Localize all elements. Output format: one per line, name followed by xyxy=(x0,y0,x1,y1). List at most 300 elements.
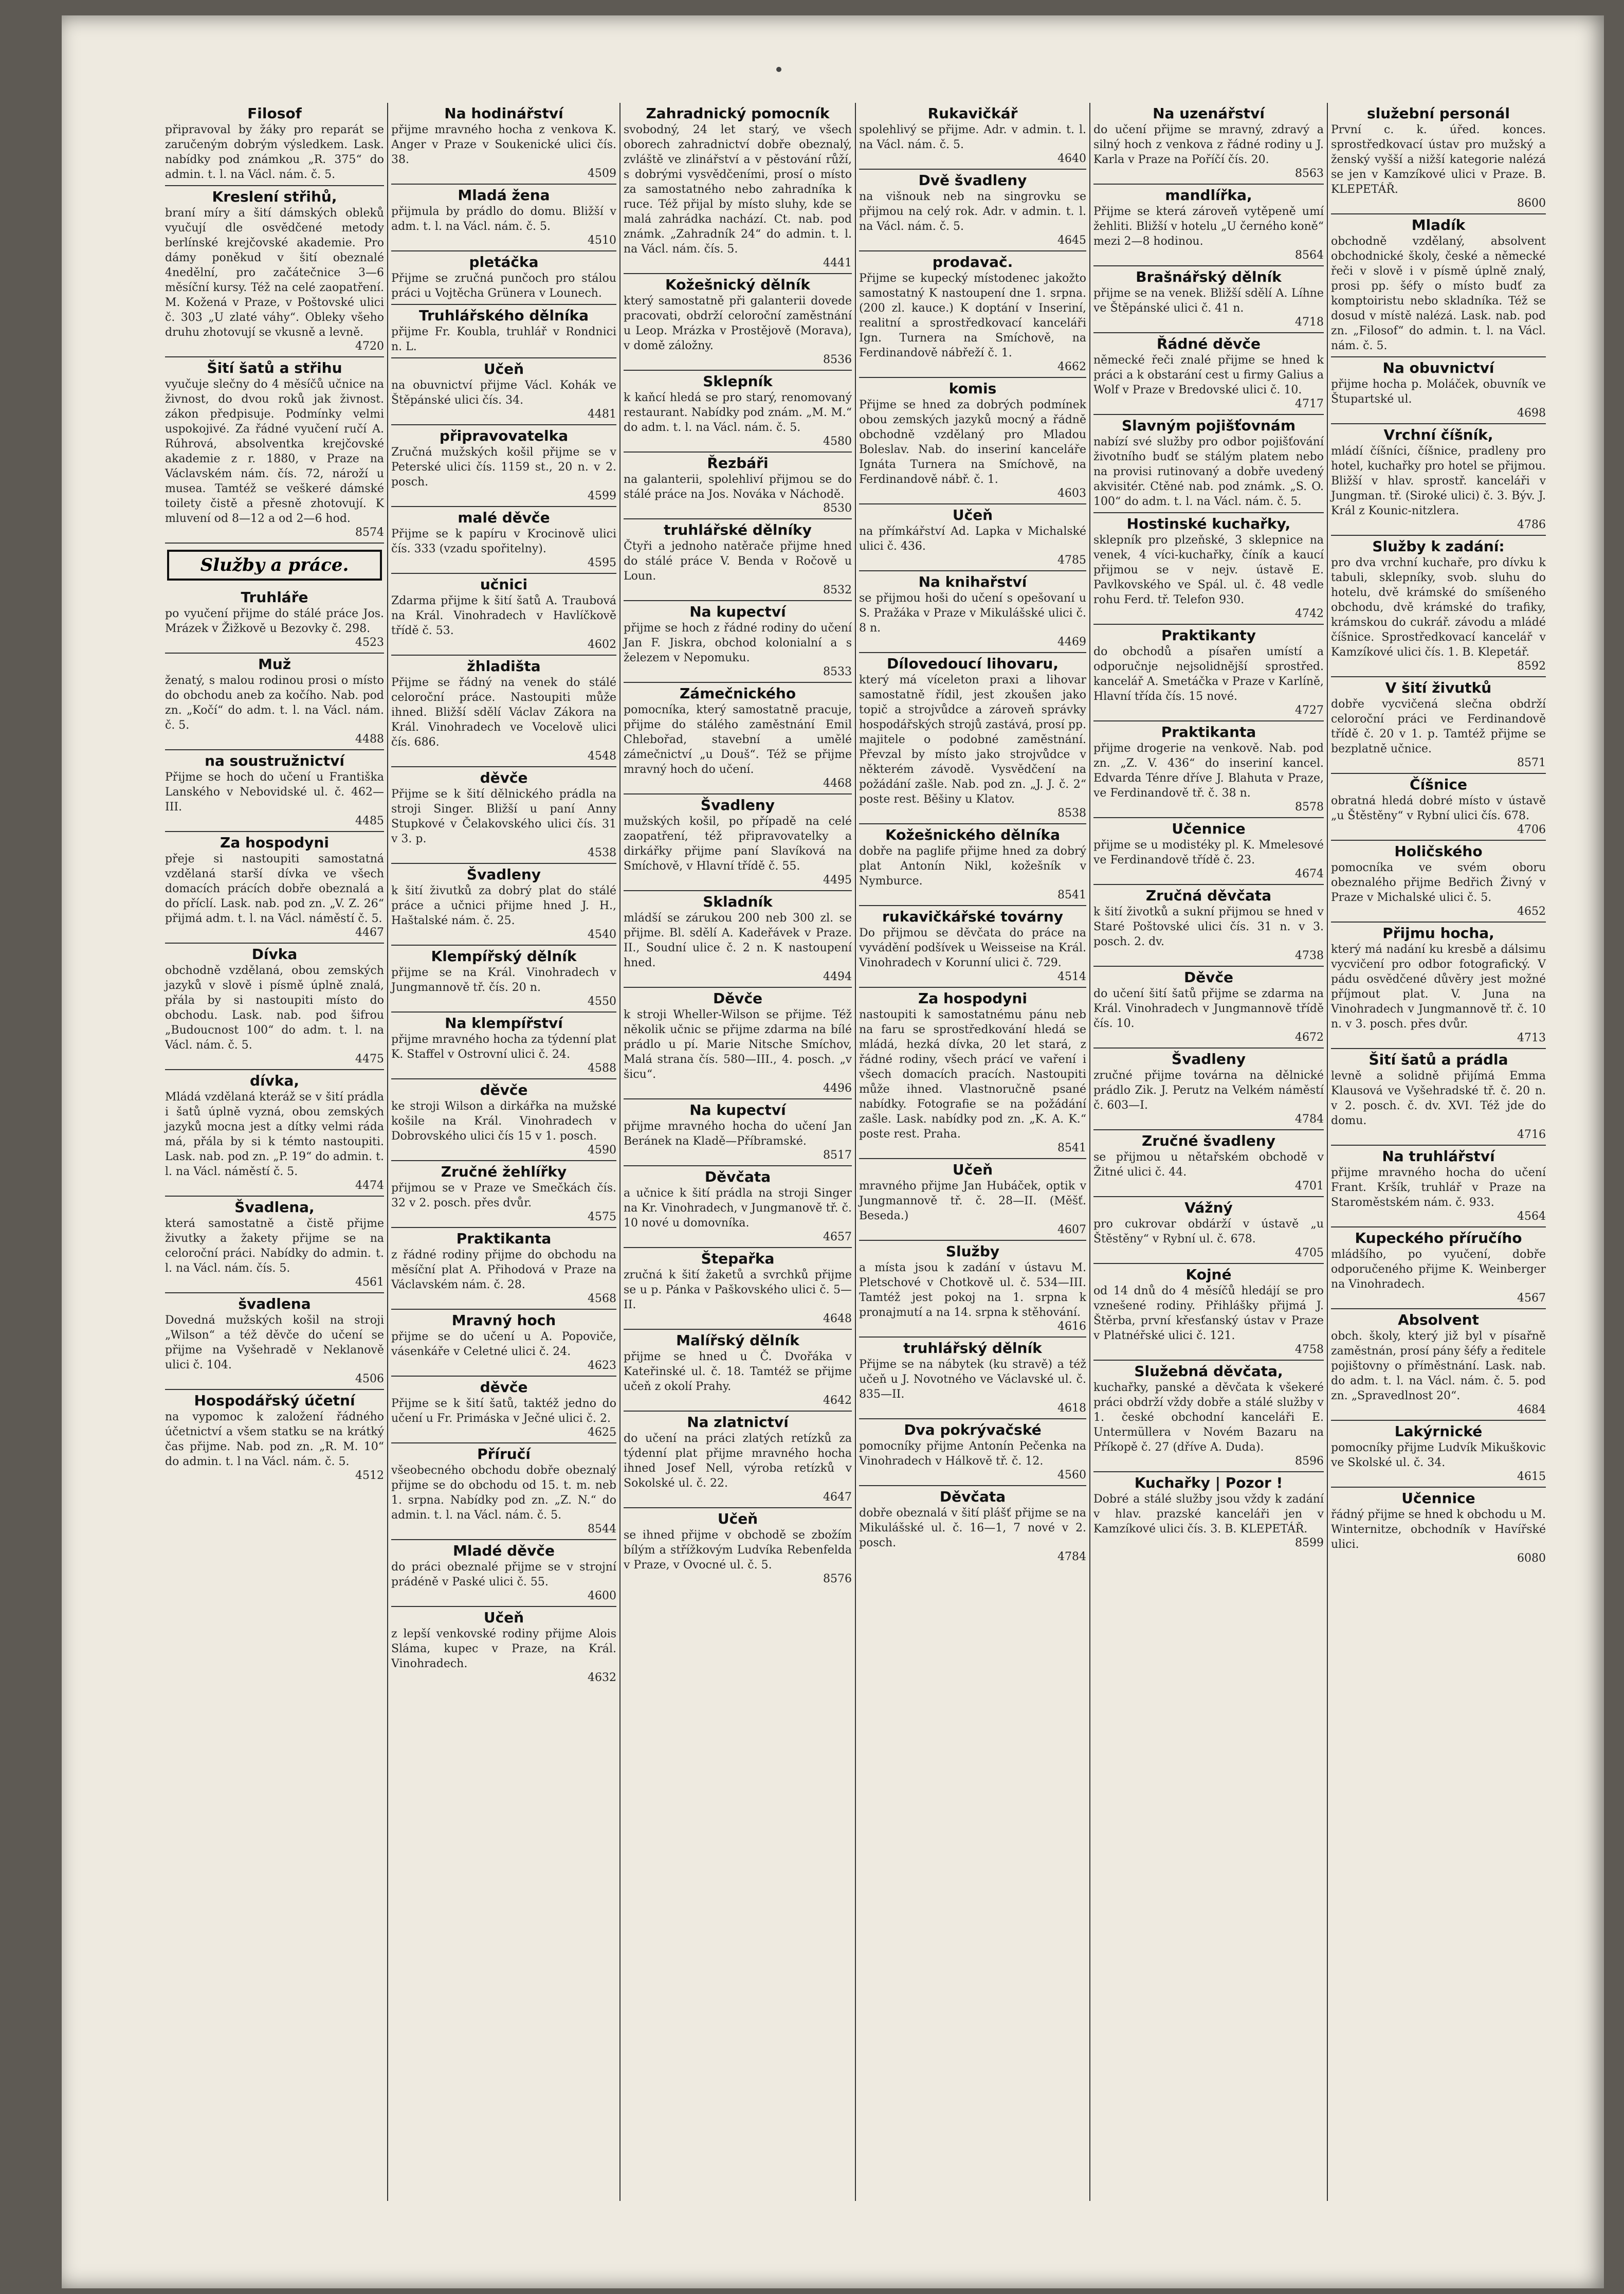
ad-text: Přijme se k šití šatů, taktéž jedno do učení u Fr. Primáska v Ječné ulici č. 2. xyxy=(391,1397,616,1425)
classified-ad xyxy=(165,587,384,654)
ad-number: 4564 xyxy=(1517,1210,1546,1223)
ad-text: obchodně vzdělaná, obou zemských jazyků v slově i písmě úplně znalá, přála by si nastoupiti místo do obchodu. Lask. nab. pod šifrou „Budoucnost 100“ do adm. t. l. na Václ. nám. č. 5. xyxy=(165,964,384,1052)
ad-text: svobodný, 24 let starý, ve všech oborech zahradnictví dobře obeznalý, zvláště ve zlinářství a v pěstování růží, s dobrými vysvědčeními, prosí o místo za samostatného nebo zahradníka k ruce. Též přijal by místo sluhy, kde se malá zahrádka nachází. Ct. nab. pod známk. „Zahradník 24“ do admin. t. l. na Václ. nám. čís. 5. xyxy=(624,123,852,256)
ad-text: přijme se na venek. Bližší sdělí A. Líhne ve Štěpánské ulici č. 41 n. xyxy=(1093,287,1324,315)
classified-ad xyxy=(1093,1361,1324,1472)
ad-heading: Švadleny xyxy=(700,797,775,814)
ad-heading: Služby xyxy=(945,1243,1000,1260)
ad-text: která samostatně a čistě přijme živutky a žakety přijme se na celoroční práci. Nabídky do admin. t. l. na Václ. nám. čís. 5. xyxy=(165,1217,384,1275)
ad-heading: Děvčata xyxy=(939,1488,1006,1505)
ad-text: přijme drogerie na venkově. Nab. pod zn. „Z. V. 436“ do inseriní kancel. Edvarda Ténre dříve J. Blahuta v Praze, ve Ferdinandově tř. č. 38 n. xyxy=(1093,742,1324,800)
ad-heading: Na klempířství xyxy=(445,1015,563,1032)
classified-ad xyxy=(391,767,616,864)
ad-number: 8571 xyxy=(1517,756,1546,769)
classified-ad xyxy=(1093,818,1324,885)
ad-number: 4509 xyxy=(588,167,616,180)
classified-ad xyxy=(1331,1309,1546,1421)
classified-ad xyxy=(1093,266,1324,333)
classified-ad xyxy=(1331,774,1546,841)
classified-ads-grid xyxy=(162,103,1601,2201)
ad-heading: Švadleny xyxy=(466,866,541,883)
ad-heading: učnici xyxy=(480,576,528,593)
classified-ad xyxy=(1093,967,1324,1049)
ad-heading: Hostinské kuchařky, xyxy=(1126,515,1291,532)
ad-heading: Mladé děvče xyxy=(452,1542,555,1559)
ad-text: po vyučení přijme do stálé práce Jos. Mrázek v Žižkově u Bezovky č. 298. xyxy=(165,607,384,635)
ad-number: 4475 xyxy=(355,1053,384,1065)
ad-number: 4784 xyxy=(1295,1113,1324,1126)
ad-number: 4496 xyxy=(823,1082,852,1095)
ad-number: 4468 xyxy=(823,777,852,790)
classified-ad xyxy=(624,794,852,891)
classified-ad xyxy=(859,906,1086,988)
ad-text: do učení přijme se mravný, zdravý a silný hoch z venkova z řádné rodiny u J. Karla v Praze na Poříčí čís. 20. xyxy=(1093,123,1324,166)
classified-ad xyxy=(624,274,852,371)
ad-text: levně a solidně přijímá Emma Klausová ve Vyšehradské tř. č. 20 n. v 2. posch. č. dv. XVI. Též jde do domu. xyxy=(1331,1070,1546,1127)
ad-number: 4603 xyxy=(1057,487,1086,500)
ad-text: německé řeči znalé přijme se hned k práci a k obstarání cest u firmy Galius a Wolf v Praze v Bredovské ulici č. 10. xyxy=(1093,354,1324,396)
classified-ad xyxy=(859,170,1086,251)
ad-text: Přijme se řádný na venek do stálé celoroční práce. Nastoupiti může ihned. Bližší sdělí Václav Zákora na Král. Vinohradech ve Vocelově ulici čís. 686. xyxy=(391,676,616,749)
ad-text: přijme se do učení u A. Popoviče, vásenkáře v Celetné ulici č. 24. xyxy=(391,1330,616,1358)
ad-heading: Učeň xyxy=(952,1161,993,1178)
ad-text: braní míry a šití dámských obleků vyučují dle osvědčené metody berlínské krejčovské akademie. Pro dámy poněkud v šití obeznalé 4nedělní, pro začátečnice 3—6 měsíční kursy. Též na celé zaopatření. M. Kožená v Praze, v Poštovské ulici č. 303 „U zlaté váhy“. Obleky všeho druhu zhotovují se vkusně a levně. xyxy=(165,207,384,339)
ad-text: všeobecného obchodu dobře obeznalý přijme se do obchodu od 15. t. m. neb 1. srpna. Nabídky pod zn. „Z. N.“ do admin. t. l. na Václ. nám. č. 5. xyxy=(391,1464,616,1522)
ad-number: 4602 xyxy=(588,638,616,651)
ad-number: 4550 xyxy=(588,995,616,1008)
ad-heading: Rukavičkář xyxy=(927,105,1018,122)
ad-heading: Děvčata xyxy=(704,1168,771,1185)
classified-ad xyxy=(391,507,616,574)
classified-ad xyxy=(859,824,1086,906)
ad-number: 4640 xyxy=(1057,152,1086,165)
ad-number: 8564 xyxy=(1295,249,1324,262)
classified-ad xyxy=(859,1419,1086,1486)
classified-ad xyxy=(391,103,616,185)
ad-number: 4441 xyxy=(823,257,852,269)
ad-number: 4523 xyxy=(355,636,384,649)
ad-text: přijme se u modistéky pl. K. Mmelesové ve Ferdinandově třídě č. 23. xyxy=(1093,839,1324,866)
classified-ad xyxy=(859,571,1086,653)
ad-heading: Na obuvnictví xyxy=(1382,359,1494,376)
ad-heading: Vrchní číšník, xyxy=(1383,426,1493,443)
ad-text: Čtyři a jednoho natěrače přijme hned do stálé práce V. Benda v Ročově u Loun. xyxy=(624,540,852,583)
classified-ad xyxy=(391,1377,616,1443)
ad-text: Přijme se na nábytek (ku stravě) a též učeň u J. Novotného ve Václavské ul. č. 835—II. xyxy=(859,1358,1086,1401)
ad-text: na galanterii, spolehliví přijmou se do stálé práce na Jos. Nováka v Náchodě. xyxy=(624,473,852,501)
classified-ad xyxy=(1093,625,1324,721)
ad-heading: Učennice xyxy=(1172,820,1246,837)
ad-heading: Šití šatů a střihu xyxy=(207,359,342,376)
ad-text: Zdarma přijme k šití šatů A. Traubová na Král. Vinohradech v Havlíčkově třídě č. 53. xyxy=(391,594,616,637)
ad-heading: truhlářský dělník xyxy=(903,1340,1042,1357)
ad-number: 4742 xyxy=(1295,607,1324,620)
ad-heading: Kreslení střihů, xyxy=(212,188,337,205)
ad-heading: Dílovedoucí lihovaru, xyxy=(887,655,1059,672)
ad-text: se ihned přijme v obchodě se zbožím bílým a střížkovým Ludvíka Rebenfelda v Praze, v Ovocné ul. č. 5. xyxy=(624,1529,852,1572)
classified-ad xyxy=(624,1508,852,1589)
ad-number: 8536 xyxy=(823,353,852,366)
classified-ad xyxy=(624,683,852,794)
ad-number: 4467 xyxy=(355,926,384,939)
classified-ad xyxy=(624,103,852,274)
ad-text: přijme Fr. Koubla, truhlář v Rondnici n. L. xyxy=(391,326,616,353)
ad-number: 4647 xyxy=(823,1491,852,1504)
classified-ad xyxy=(1093,333,1324,415)
classified-ad xyxy=(859,1486,1086,1567)
ad-text: přijme hocha p. Moláček, obuvník ve Štupartské ul. xyxy=(1331,378,1546,406)
ad-number: 4657 xyxy=(823,1231,852,1243)
ad-text: ke stroji Wilson a dirkářka na mužské košile na Král. Vinohradech v Dobrovského ulici čís 15 v 1. posch. xyxy=(391,1100,616,1143)
ad-text: Mládá vzdělaná kteráž se v šití prádla i šatů úplně vyzná, obou zemských jazyků mocna jest a dítky velmi ráda má, přála by si k témto nastoupiti. Lask. nab. pod zn. „P. 19“ do admin. t. l. na Václ. náměstí č. 5. xyxy=(165,1091,384,1178)
ad-number: 4567 xyxy=(1517,1292,1546,1305)
ad-heading: Holičského xyxy=(1394,843,1483,860)
classified-ad xyxy=(391,1540,616,1607)
classified-ad xyxy=(1093,1472,1324,1553)
ad-heading: Mravný hoch xyxy=(451,1312,556,1329)
ad-heading: Štepařka xyxy=(701,1250,775,1267)
ad-number: 4599 xyxy=(588,490,616,502)
classified-ad xyxy=(165,654,384,750)
ad-number: 4705 xyxy=(1295,1247,1324,1259)
ad-number: 8541 xyxy=(1057,889,1086,901)
ad-heading: Truhláře xyxy=(241,589,308,606)
ad-heading: Skladník xyxy=(703,893,773,910)
ad-number: 8538 xyxy=(1057,807,1086,820)
classified-ad xyxy=(1093,1049,1324,1130)
classified-ad xyxy=(391,1443,616,1540)
ad-text: z lepší venkovské rodiny přijme Alois Sláma, kupec v Praze, na Král. Vinohradech. xyxy=(391,1628,616,1670)
ad-heading: Brašnářský dělník xyxy=(1136,268,1282,285)
ad-number: 4786 xyxy=(1517,518,1546,531)
ad-text: obratná hledá dobré místo v ústavě „u Štěstěny“ v Rybní ulici čís. 678. xyxy=(1331,794,1546,822)
ad-number: 8563 xyxy=(1295,167,1324,180)
section-heading-box: Služby a práce. xyxy=(167,550,382,581)
classified-ad xyxy=(1331,1227,1546,1309)
ad-text: mládšího, po vyučení, dobře odporučeného přijme K. Weinberger na Vinohradech. xyxy=(1331,1248,1546,1291)
ad-number: 4784 xyxy=(1057,1550,1086,1563)
ad-heading: Zručná děvčata xyxy=(1145,887,1272,904)
classified-ad xyxy=(1331,1488,1546,1568)
classified-ad xyxy=(391,574,616,656)
ad-text: nabízí své služby pro odbor pojišťování životního budť se stálým platem nebo na provisi rutinovaný a dobře uvedený akvisitér. Ctěné nab. pod známk. „S. O. 100“ do adm. t. l. na Václ. nám. č. 5. xyxy=(1093,436,1324,508)
ad-number: 8592 xyxy=(1517,660,1546,673)
ad-text: Přijme se k šití dělnického prádla na stroji Singer. Bližší u paní Anny Stupkové v Čelakovského ulici čís. 31 v 3. p. xyxy=(391,788,616,845)
ad-text: a místa jsou k zadání v ústavu M. Pletschové v Chotkově ul. č. 534—III. Tamtéž jest pokoj na 1. srpna k pronajmutí a na 14. srpna k stěhování. xyxy=(859,1261,1086,1319)
classified-ad xyxy=(624,1412,852,1508)
classified-ad xyxy=(391,946,616,1013)
ad-text: ženatý, s malou rodinou prosi o místo do obchodu aneb za kočího. Nab. pod zn. „Kočí“ do adm. t. l. na Václ. nám. č. 5. xyxy=(165,674,384,732)
classified-ad xyxy=(391,864,616,946)
ad-text: do učení šití šatů přijme se zdarma na Král. Vinohradech v Jungmannově třídě čís. 10. xyxy=(1093,987,1324,1030)
ad-text: a učnice k šití prádla na stroji Singer na Kr. Vinohradech, v Jungmanově tř. č. 10 nové u domovníka. xyxy=(624,1187,852,1230)
ad-number: 8532 xyxy=(823,584,852,597)
ad-text: pomocníky přijme Ludvík Mikuškovic ve Skolské ul. č. 34. xyxy=(1331,1441,1546,1469)
ad-text: pro cukrovar obdárží v ústavě „u Štěstěny“ v Rybní ul. č. 678. xyxy=(1093,1218,1324,1245)
ad-heading: Praktikanta xyxy=(456,1230,552,1247)
ad-heading: Zahradnický pomocník xyxy=(646,105,830,122)
classified-ad xyxy=(391,1607,616,1688)
ad-text: pomocníka ve svém oboru obeznalého přijme Bedřich Živný v Praze v Michalské ulici č. 5. xyxy=(1331,861,1546,904)
ad-heading: Učeň xyxy=(483,1609,524,1626)
ad-number: 4615 xyxy=(1517,1470,1546,1483)
ad-number: 4510 xyxy=(588,234,616,247)
ad-heading: Zručné žehlířky xyxy=(441,1163,567,1180)
ad-number: 4717 xyxy=(1295,398,1324,410)
classified-ad xyxy=(391,1310,616,1377)
classified-ad xyxy=(1093,103,1324,185)
ad-heading: Dvě švadleny xyxy=(918,172,1027,189)
ad-text: kuchařky, panské a děvčata k všekeré práci obdrží vždy dobře a stálé služby v 1. české obchodní kanceláři E. Untermüllera v Novém Bazaru na Příkopě č. 27 (dříve A. Duda). xyxy=(1093,1381,1324,1454)
ad-text: přijme se na Král. Vinohradech v Jungmannově tř. čís. 20 n. xyxy=(391,966,616,994)
classified-ad xyxy=(624,601,852,683)
ad-heading: Švadlena, xyxy=(234,1199,315,1216)
ad-number: 8533 xyxy=(823,665,852,678)
ad-text: mravného přijme Jan Hubáček, optik v Jungmannově tř. č. 28—II. (Měšť. Beseda.) xyxy=(859,1180,1086,1222)
ad-text: vyučuje slečny do 4 měsíčů učnice na živnost, do dvou roků jak živnost. zákon předpisuje. Podmínky velmi uspokojivé. Za řádné vyučení ručí A. Rúhrová, absolventka krejčovské akademie z r. 1880, v Praze na Václavském nám. čís. 72, nároží u musea. Tamtéž se veškeré dámské toilety čistě a přesně zhotovují. K mluvení od 8—12 a od 2—6 hod. xyxy=(165,378,384,525)
classified-ad xyxy=(391,1079,616,1161)
ad-text: řádný přijme se hned k obchodu u M. Winternitze, obchodník v Havířské ulici. xyxy=(1331,1508,1546,1551)
ad-heading: dívka, xyxy=(249,1072,300,1089)
classified-ad xyxy=(165,1293,384,1390)
classified-ad xyxy=(624,1099,852,1166)
column-3 xyxy=(621,103,856,2201)
classified-ad xyxy=(859,1159,1086,1241)
ad-heading: Na knihařství xyxy=(918,573,1027,590)
ad-heading: Muž xyxy=(258,656,291,673)
ad-text: který má víceleton praxi a lihovar samostatně řídil, jest zkoušen jako topič a strojvůdce a zároveň správky hospodářských strojů zastává, prosí pp. majitele o podobné zaměstnání. Převzal by místo jako strojvůdce v některém závodě. Vysvědčení na požádání zašle. Nab. pod zn. „J. J. č. 2“ poste rest. Běšiny u Klatov. xyxy=(859,674,1086,806)
ad-heading: Děvče xyxy=(713,990,763,1007)
ad-text: Dobré a stálé služby jsou vždy k zadání v hlav. prazské kanceláři jen v Kamzíkové ulici čís. 3. B. KLEPETÁŘ. xyxy=(1093,1493,1324,1536)
ad-number: 4684 xyxy=(1517,1403,1546,1416)
ad-heading: Kožešnický dělník xyxy=(665,276,810,293)
ad-text: přijme se hoch z řádné rodiny do učení Jan F. Jiskra, obchod kolonialní a s železem v Nepomuku. xyxy=(624,622,852,664)
classified-ad xyxy=(165,357,384,544)
column-4 xyxy=(856,103,1090,2201)
classified-ad xyxy=(1331,214,1546,357)
ad-text: přijme mravného hocha do učení Jan Beránek na Kladě—Příbramské. xyxy=(624,1120,852,1148)
ad-number: 4662 xyxy=(1057,360,1086,373)
ad-heading: Absolvent xyxy=(1398,1311,1479,1328)
ad-text: na přímkářství Ad. Lapka v Michalské ulici č. 436. xyxy=(859,525,1086,553)
classified-ad xyxy=(624,371,852,453)
classified-ad xyxy=(859,653,1086,824)
ad-heading: Dívka xyxy=(251,946,298,963)
ad-heading: Učeň xyxy=(952,507,993,523)
ad-text: do práci obeznalé přijme se v strojní prádéně v Paské ulici č. 55. xyxy=(391,1561,616,1588)
ad-heading: Na uzenářství xyxy=(1153,105,1265,122)
ad-number: 4590 xyxy=(588,1144,616,1157)
ad-text: od 14 dnů do 4 měsíčů hledájí se pro vznešené rodiny. Přihlášky přijmá J. Štěrba, první křesťanský ústav v Praze v Platnéřské ulici č. 121. xyxy=(1093,1285,1324,1342)
ad-heading: Kožešnického dělníka xyxy=(885,826,1060,843)
ad-heading: žhladišta xyxy=(467,658,541,675)
ad-number: 8596 xyxy=(1295,1455,1324,1468)
classified-ad xyxy=(624,1248,852,1330)
ad-number: 4645 xyxy=(1057,234,1086,247)
ad-heading: Filosof xyxy=(247,105,302,122)
ad-heading: Mladá žena xyxy=(458,187,550,204)
ad-number: 4632 xyxy=(588,1671,616,1684)
ad-text: na višnouk neb na singrovku se přijmou na celý rok. Adr. v admin. t. l. na Václ. nám. č. 5. xyxy=(859,190,1086,233)
classified-ad xyxy=(391,358,616,425)
ad-heading: prodavač. xyxy=(932,254,1013,270)
ad-heading: truhlářské dělníky xyxy=(664,521,812,538)
ad-text: pomocníka, který samostatně pracuje, přijme do stálého zaměstnání Emil Chlebořad, stavební a umělé zámečnictví „u Douš“. Též se přijme mravný hoch do učení. xyxy=(624,703,852,776)
ad-text: k stroji Wheller-Wilson se přijme. Též několik učnic se přijme zdarma na bílé prádlo u pí. Marie Nitsche Smíchov, Malá strana čís. 580—III., 4. posch. „v šicu“. xyxy=(624,1008,852,1081)
ad-text: přijme mravného hocha za týdenní plat K. Staffel v Ostrovní ulici č. 24. xyxy=(391,1033,616,1061)
ad-heading: pletáčka xyxy=(469,254,539,270)
ad-number: 4642 xyxy=(823,1394,852,1407)
ad-number: 4785 xyxy=(1057,554,1086,567)
classified-ad xyxy=(165,832,384,944)
ad-heading: Malířský dělník xyxy=(676,1332,799,1349)
classified-ad xyxy=(391,251,616,305)
ad-number: 8544 xyxy=(588,1523,616,1536)
classified-ad xyxy=(1331,1421,1546,1488)
classified-ad xyxy=(391,656,616,767)
classified-ad xyxy=(859,251,1086,378)
ad-number: 4720 xyxy=(355,340,384,353)
ad-text: do obchodů a písařen umístí a odporučnje nejsolidnější sprostřed. kancelář A. Smetáčka v Praze v Karlíně, Hlavní třída čís. 15 nové. xyxy=(1093,645,1324,703)
ad-number: 4698 xyxy=(1517,407,1546,420)
ad-heading: rukavičkářské továrny xyxy=(882,908,1064,925)
ad-number: 8541 xyxy=(1057,1142,1086,1154)
ad-number: 8530 xyxy=(823,502,852,515)
classified-ad xyxy=(624,988,852,1099)
ad-number: 4600 xyxy=(588,1589,616,1602)
ad-number: 4494 xyxy=(823,970,852,983)
ad-heading: Za hospodyni xyxy=(918,990,1027,1007)
ad-number: 4738 xyxy=(1295,949,1324,962)
ad-text: obchodně vzdělaný, absolvent obchodnické školy, české a německé řeči v slově i v písmě úplně znalý, prosi pp. šéfy o místo budť za komptoiristu nebo skladníka. Též se dosud v místě nalézá. Lask. nab. pod zn. „Filosof“ do admin. t. l. na Václ. nám. č. 5. xyxy=(1331,235,1546,352)
ad-heading: Za hospodyni xyxy=(220,834,329,851)
classified-ad xyxy=(391,1228,616,1310)
classified-ad xyxy=(624,453,852,519)
column-6 xyxy=(1328,103,1549,2201)
classified-ad xyxy=(391,185,616,251)
ad-heading: malé děvče xyxy=(458,509,550,526)
ad-text: zručné přijme továrna na dělnické prádlo Zik. J. Perutz na Velkém náměstí č. 603—I. xyxy=(1093,1069,1324,1112)
ad-heading: Na kupectví xyxy=(689,1101,786,1118)
ad-number: 6080 xyxy=(1517,1552,1546,1565)
ad-number: 4623 xyxy=(588,1359,616,1372)
ad-heading: Na truhlářství xyxy=(1382,1148,1495,1165)
ad-text: Přijme se která zároveň vytěpeně umí žehliti. Bližší v hotelu „U černého koně“ mezi 2—8 hodinou. xyxy=(1093,205,1324,248)
ad-text: Do přijmou se děvčata do práce na vyvádění podšívek u Weisseise na Král. Vinohradech v Korunní ulici č. 729. xyxy=(859,927,1086,969)
ad-text: se přijmou u nětařském obchodě v Žitné ulici č. 44. xyxy=(1093,1151,1324,1179)
ad-heading: děvče xyxy=(480,769,528,786)
classified-ad xyxy=(859,1338,1086,1419)
ad-text: mládí číšníci, číšnice, pradleny pro hotel, kuchařky pro hotel se přijmou. Bližší v hlav. sprostř. kanceláři v Jungman. tř. (Siroké ulici) č. 3. Býv. J. Král z Kounic-nitzlera. xyxy=(1331,445,1546,517)
classified-ad xyxy=(391,305,616,358)
ad-number: 4575 xyxy=(588,1211,616,1223)
ad-text: k šití životků a sukní přijmou se hned v Staré Poštovské ulici čís. 31 n. v 3. posch. 2. dv. xyxy=(1093,906,1324,948)
ad-text: Přijme se hned za dobrých podmínek obou zemských jazyků mocný a řádně obchodně vzdělaný pro Mladou Boleslav. Nab. do inseriní kanceláře Ignáta Turnera na Smíchově, na Ferdinandově nábř. č. 1. xyxy=(859,399,1086,486)
ad-number: 8578 xyxy=(1295,801,1324,814)
classified-ad xyxy=(165,103,384,186)
ad-heading: Praktikanta xyxy=(1161,724,1256,740)
classified-ad xyxy=(1093,721,1324,818)
ad-number: 4481 xyxy=(588,408,616,421)
ad-text: pro dva vrchní kuchaře, pro dívku k tabuli, sklepníky, svob. sluhu do hotelu, dvě krámské do smíšeného obchodu, dvě krámské do trafiky, krámskou do cukrář. závodu a mládé číšnice. Sprostředkovací kancelář v Kamzíkové ulici čís. 1. B. Klepetář. xyxy=(1331,556,1546,659)
ad-number: 4469 xyxy=(1057,636,1086,648)
ad-number: 4485 xyxy=(355,815,384,827)
classified-ad xyxy=(859,1241,1086,1338)
classified-ad xyxy=(165,944,384,1070)
ad-heading: děvče xyxy=(480,1081,528,1098)
classified-ad xyxy=(1093,415,1324,513)
ad-heading: Lakýrnické xyxy=(1394,1423,1483,1440)
ad-text: Přijme se kupecký místodenec jakožto samostatný K nastoupení dne 1. srpna. (200 zl. kauce.) K doptání v Inseriní, realitní a sprostředkovací kanceláři Ign. Turnera na Smíchově, na Ferdinandově nábřeží č. 1. xyxy=(859,272,1086,359)
ad-heading: mandlířka, xyxy=(1165,187,1252,204)
ad-text: který má nadání ku kresbě a dálsimu vycvičení pro odbor fotografický. V pádu osvědčené důvěry jest možné příjmout plat. V. Juna na Vinohradech v Jungmannově tř. č. 10 n. v 3. posch. přes dvůr. xyxy=(1331,943,1546,1031)
ad-number: 4706 xyxy=(1517,823,1546,836)
ad-text: na obuvnictví přijme Václ. Kohák ve Štěpánské ulici čís. 34. xyxy=(391,379,616,407)
ad-number: 4616 xyxy=(1057,1320,1086,1333)
ad-text: přeje si nastoupiti samostatná vzdělaná starší dívka ve všech domacích prácích dobře obeznalá a do příclí. Lask. nab. pod zn. „V. Z. 26“ přijmá adm. t. l. na Václ. náměstí č. 5. xyxy=(165,853,384,925)
ad-heading: Šití šatů a prádla xyxy=(1368,1051,1508,1068)
ad-number: 4758 xyxy=(1295,1343,1324,1356)
ad-heading: služební personál xyxy=(1367,105,1510,122)
ad-number: 4652 xyxy=(1517,905,1546,918)
ad-heading: Kupeckého příručího xyxy=(1355,1230,1522,1247)
ad-heading: Švadleny xyxy=(1171,1051,1246,1068)
classified-ad xyxy=(859,378,1086,504)
classified-ad xyxy=(859,988,1086,1159)
ad-number: 8574 xyxy=(355,526,384,539)
ad-heading: na soustružnictví xyxy=(205,752,344,769)
ad-number: 4560 xyxy=(1057,1469,1086,1482)
ad-number: 4540 xyxy=(588,928,616,941)
print-speck xyxy=(776,67,781,72)
ad-text: přijme se hned u Č. Dvořáka v Kateřinské ul. č. 18. Tamtéž se přijme učeň z okolí Prahy. xyxy=(624,1350,852,1393)
ad-heading: Kojné xyxy=(1185,1266,1232,1283)
classified-ad xyxy=(1331,841,1546,923)
classified-ad xyxy=(1331,1049,1546,1146)
ad-text: pomocníky přijme Antonín Pečenka na Vinohradech v Hálkově tř. č. 12. xyxy=(859,1440,1086,1468)
ad-heading: Děvče xyxy=(1183,969,1234,986)
ad-heading: Učeň xyxy=(483,360,524,377)
ad-number: 8576 xyxy=(823,1573,852,1585)
ad-number: 4488 xyxy=(355,733,384,746)
ad-heading: Na kupectví xyxy=(689,603,786,620)
ad-heading: Mladík xyxy=(1411,216,1466,233)
ad-number: 4474 xyxy=(355,1179,384,1192)
ad-text: přijme mravného hocha do učení Frant. Kršík, truhlář v Praze na Staroměstském nám. č. 933. xyxy=(1331,1166,1546,1209)
ad-text: sklepník pro plzeňské, 3 sklepnice na venek, 4 víci-kuchařky, číník a kaucí přijmou se v nejv. ústavě E. Pavlkovského ve Spál. ul. č. 48 vedle rohu Ferd. tř. Telefon 930. xyxy=(1093,534,1324,606)
column-2 xyxy=(388,103,621,2201)
ad-number: 4713 xyxy=(1517,1032,1546,1044)
classified-ad xyxy=(1331,923,1546,1049)
ad-text: mládší se zárukou 200 neb 300 zl. se přijme. Bl. sdělí A. Kadeřávek v Praze. II., Soudní ulice č. 2 n. K nastoupení hned. xyxy=(624,912,852,969)
classified-ad xyxy=(1331,1146,1546,1227)
classified-ad xyxy=(1093,885,1324,967)
ad-heading: Učeň xyxy=(717,1510,758,1527)
classified-ad xyxy=(391,1013,616,1079)
ad-heading: Zručné švadleny xyxy=(1142,1132,1275,1149)
classified-ad xyxy=(1331,357,1546,424)
ad-heading: komis xyxy=(948,380,997,397)
classified-ad xyxy=(1093,1197,1324,1264)
ad-number: 4512 xyxy=(355,1469,384,1482)
classified-ad xyxy=(624,1166,852,1248)
ad-text: z řádné rodiny přijme do obchodu na měsíční plat A. Přihodová v Praze na Václavském nám. č. 28. xyxy=(391,1249,616,1291)
ad-heading: V šití živutků xyxy=(1385,679,1492,696)
classified-ad xyxy=(1093,1130,1324,1197)
ad-heading: švadlena xyxy=(238,1295,311,1312)
ad-text: k šití živutků za dobrý plat do stálé práce a učnici přijme hned J. H., Haštalské nám. č. 25. xyxy=(391,884,616,927)
ad-number: 4716 xyxy=(1517,1128,1546,1141)
